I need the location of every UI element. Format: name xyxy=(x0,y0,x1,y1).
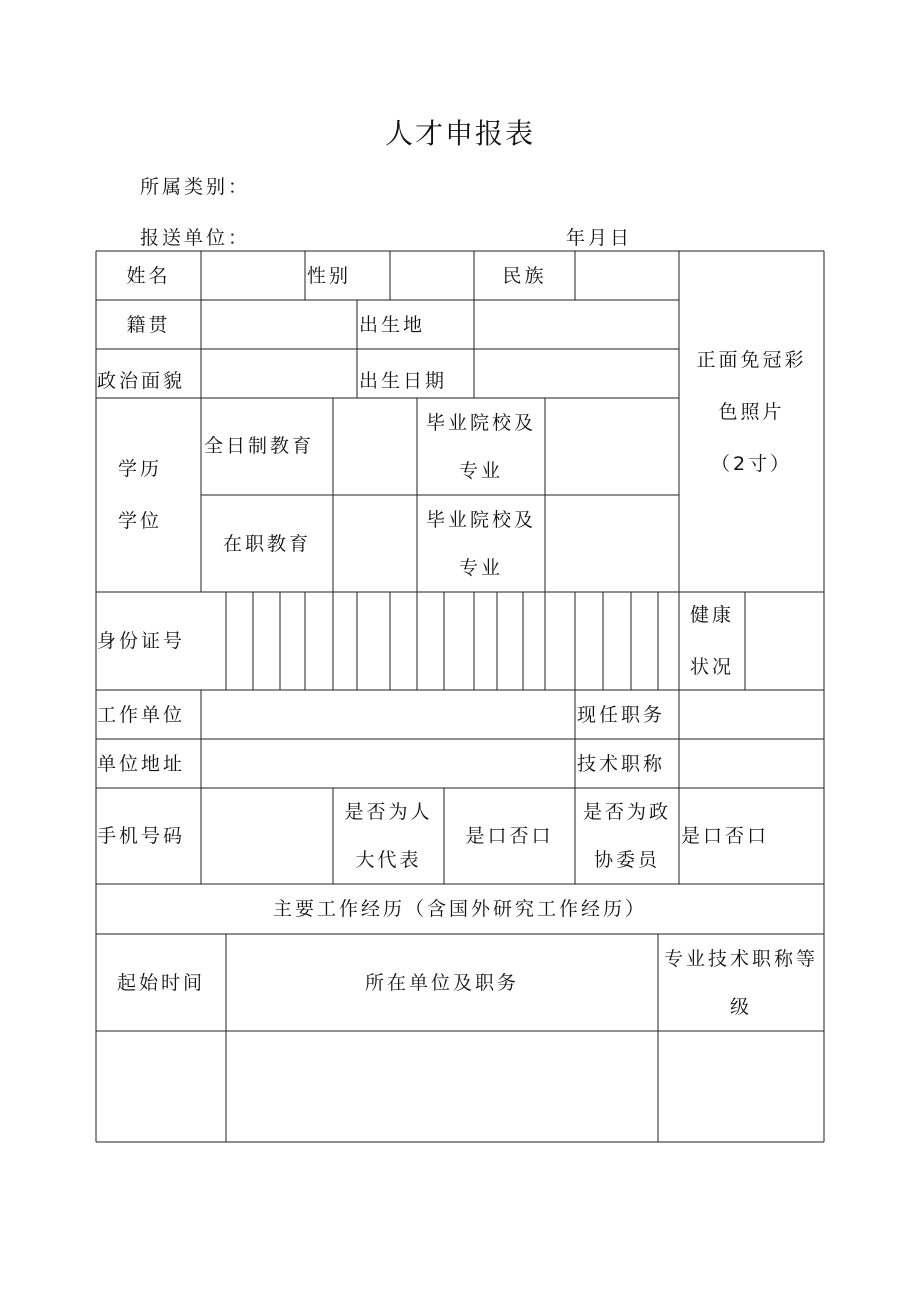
birthplace-field[interactable] xyxy=(474,300,679,349)
health-field[interactable] xyxy=(745,592,824,690)
label-tech-level xyxy=(658,934,824,1031)
photo-text-line3: （2寸） xyxy=(710,453,793,475)
tech-level-field[interactable] xyxy=(658,1031,824,1142)
label-health xyxy=(679,592,745,690)
category-label: 所属类别： xyxy=(140,176,251,198)
label-health-line1: 健康 xyxy=(689,604,734,626)
label-unit-address: 单位地址 xyxy=(97,752,186,775)
id-number-boxes[interactable] xyxy=(201,592,679,690)
label-id-number: 身份证号 xyxy=(97,630,186,652)
current-position-field[interactable] xyxy=(679,690,824,739)
label-birthplace: 出生地 xyxy=(359,313,426,336)
label-npc-line1: 是否为人 xyxy=(344,801,433,823)
label-inservice-edu: 在职教育 xyxy=(222,532,311,555)
inservice-school-field[interactable] xyxy=(545,495,679,592)
label-cppcc-line1: 是否为政 xyxy=(582,801,671,823)
form-title: 人才申报表 xyxy=(384,117,535,150)
native-place-field[interactable] xyxy=(201,300,357,349)
label-name: 姓名 xyxy=(126,264,171,287)
birth-date-field[interactable] xyxy=(474,349,679,398)
fulltime-edu-field[interactable] xyxy=(333,398,417,495)
label-inservice-school-line2: 专业 xyxy=(458,556,503,579)
label-inservice-school-line1: 毕业院校及 xyxy=(425,508,536,531)
label-inservice-school xyxy=(417,495,545,592)
label-npc-line2: 大代表 xyxy=(355,849,422,871)
label-fulltime-edu: 全日制教育 xyxy=(204,434,315,457)
label-cppcc-line2: 协委员 xyxy=(593,849,660,871)
gender-field[interactable] xyxy=(390,251,474,300)
label-phone: 手机号码 xyxy=(97,825,186,847)
label-work-unit: 工作单位 xyxy=(97,703,186,726)
unit-address-field[interactable] xyxy=(201,739,575,788)
label-fulltime-school xyxy=(417,398,545,495)
unit-and-position-field[interactable] xyxy=(226,1031,658,1142)
political-status-field[interactable] xyxy=(201,349,357,398)
label-tech-level-line1: 专业技术职称等 xyxy=(663,947,818,970)
label-fulltime-school-line1: 毕业院校及 xyxy=(425,411,536,434)
cppcc-yes-no[interactable]: 是口否口 xyxy=(681,825,770,847)
phone-field[interactable] xyxy=(201,788,333,884)
label-cppcc xyxy=(575,788,679,884)
photo-text-line1: 正面免冠彩 xyxy=(696,349,807,371)
label-fulltime-school-line2: 专业 xyxy=(458,459,503,482)
label-tech-level-line2: 级 xyxy=(729,995,752,1018)
label-ethnicity: 民族 xyxy=(502,264,547,287)
label-npc xyxy=(333,788,444,884)
label-education-line2: 学位 xyxy=(117,510,162,532)
start-time-field[interactable] xyxy=(96,1031,226,1142)
photo-box[interactable] xyxy=(679,251,824,592)
inservice-edu-field[interactable] xyxy=(333,495,417,592)
fulltime-school-field[interactable] xyxy=(545,398,679,495)
unit-label: 报送单位： xyxy=(140,227,251,249)
tech-title-field[interactable] xyxy=(679,739,824,788)
label-start-time: 起始时间 xyxy=(116,971,205,994)
label-education xyxy=(96,398,184,592)
photo-text-line2: 色照片 xyxy=(718,401,785,423)
ethnicity-field[interactable] xyxy=(575,251,679,300)
label-health-line2: 状况 xyxy=(689,656,734,678)
label-native-place: 籍贯 xyxy=(126,313,171,336)
label-tech-title: 技术职称 xyxy=(577,752,666,775)
name-field[interactable] xyxy=(201,251,305,300)
label-education-line1: 学历 xyxy=(117,458,162,480)
label-birth-date: 出生日期 xyxy=(359,369,448,392)
label-political-status: 政治面貌 xyxy=(97,369,186,392)
npc-yes-no[interactable]: 是口否口 xyxy=(465,825,554,847)
label-gender: 性别 xyxy=(307,264,352,287)
work-history-header: 主要工作经历（含国外研究工作经历） xyxy=(272,898,647,920)
label-current-position: 现任职务 xyxy=(577,703,666,726)
label-unit-and-position: 所在单位及职务 xyxy=(364,971,519,994)
date-label: 年月日 xyxy=(566,227,633,249)
work-unit-field[interactable] xyxy=(201,690,575,739)
